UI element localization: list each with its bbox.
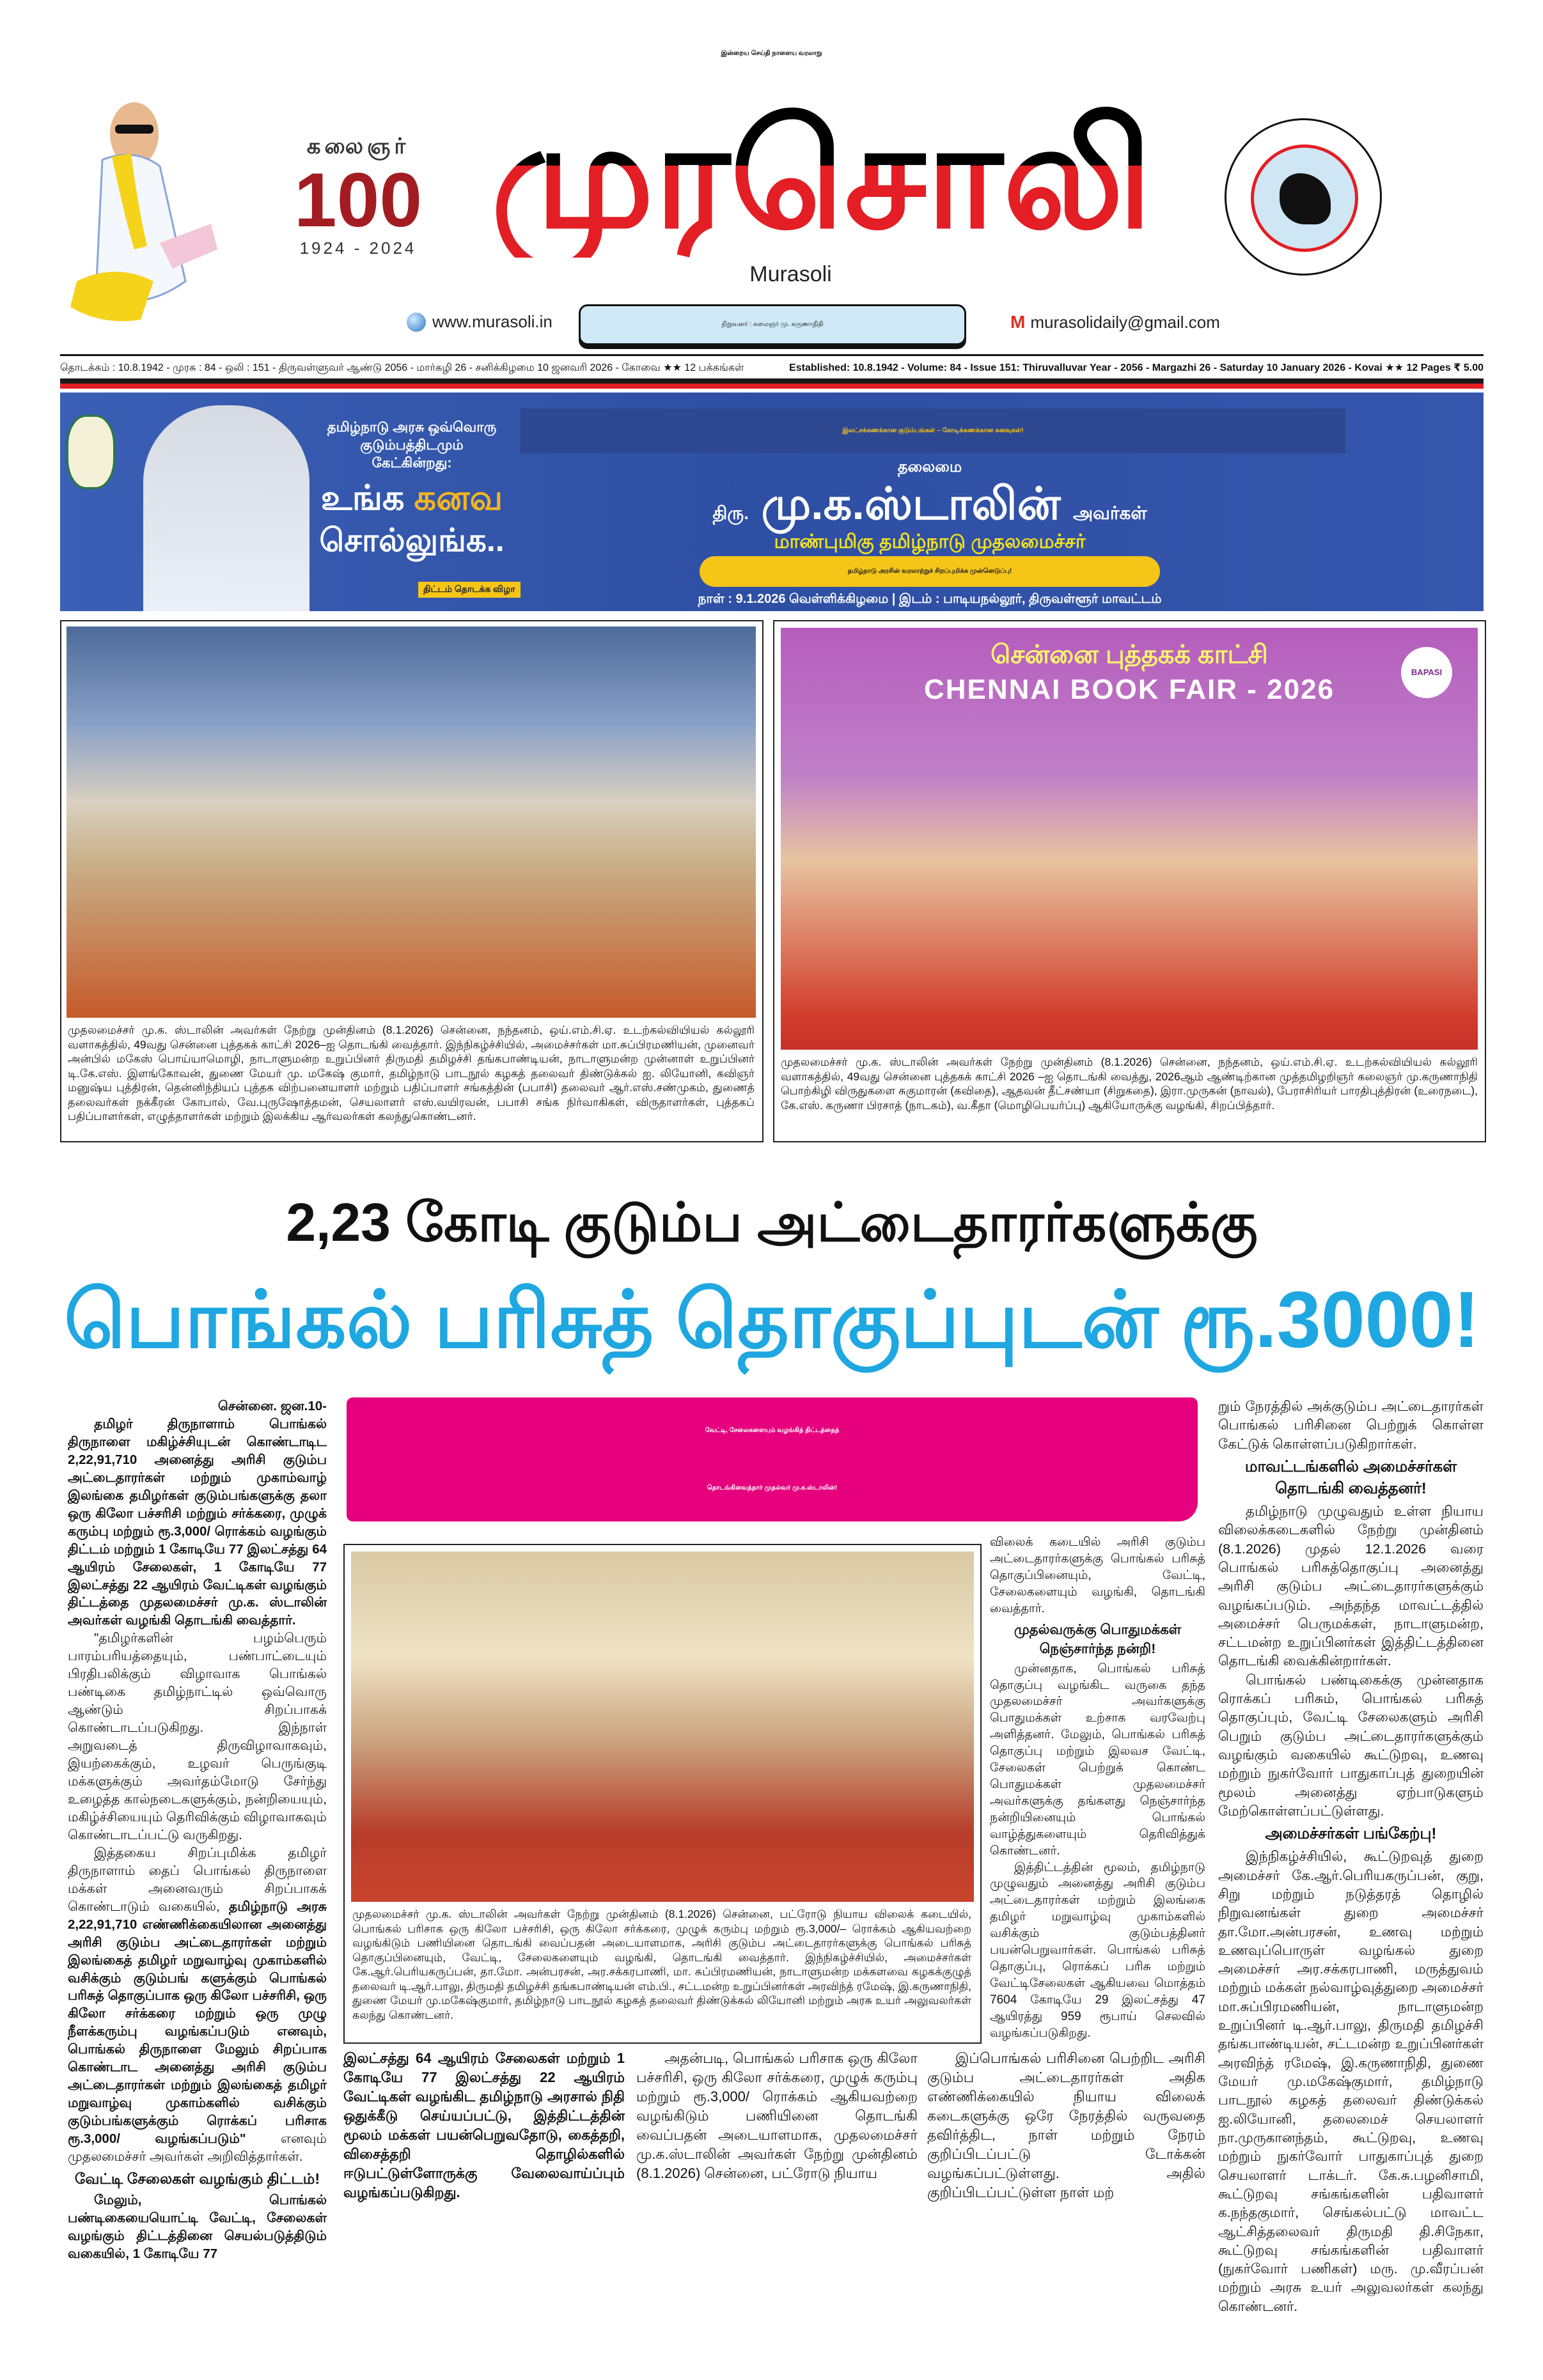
dateline <box>60 358 1484 377</box>
article-column-1 <box>68 1397 327 2263</box>
article-paragraph: றும் நேரத்தில் அக்குடும்ப அட்டைதாரர்கள் பொங்கல் பரிசினை பெற்றுக் கொள்ள கேட்டுக் கொள்ளப்படுகிறார்கள். <box>1218 1399 1484 1452</box>
bull-emblem <box>1225 118 1382 276</box>
ad-slogan-line-1 <box>319 477 505 519</box>
ad-slogan <box>319 477 505 561</box>
article-paragraph: தமிழ்நாடு முழுவதும் உள்ள நியாய விலைக்கடைகளில் நேற்று முன்தினம் (8.1.2026) முதல் 12.1.2026 வரை பொங்கல் பரிசுத்தொகுப்பு அனைத்து அரிசி குடும்ப அட்டைதாரர்களுக்கும் வழங்கப்படும். அந்தந்த மாவட்டத்தில் அமைச்சர் பெருமக்கள், நாடாளுமன்ற, சட்டமன்ற உறுப்பினர்கள் இத்திட்டத்தினை தொடங்கி வைக்கின்றார்கள். <box>1218 1503 1484 1669</box>
gmail-icon: M <box>1010 312 1026 332</box>
article-paragraph: இத்திட்டத்தின் மூலம், தமிழ்நாடு முழுவதும் அனைத்து அரிசி குடும்ப அட்டைதாரர்கள் மற்றும் இலங்கை தமிழர் மறுவாழ்வு முகாம்களில் வசிக்கும் குடும்பத்தினர் பயன்பெறுவார்கள். பொங்கல் பரிசுத் தொகுப்பு, ரொக்கப் பரிசு மற்றும் வேட்டிசேலைகள் ஆகியவை மொத்தம் 7604 கோடியே 29 இலட்சத்து 47 ஆயிரத்து 959 ரூபாய் செலவில் வழங்கப்படுகிறது. <box>990 1860 1205 2040</box>
article-subheading: வேட்டி சேலைகள் வழங்கும் திட்டம்! <box>74 2170 320 2187</box>
article-paragraph: முன்னதாக, பொங்கல் பரிசுத் தொகுப்பு வழங்கிட வருகை தந்த முதலமைச்சர் அவர்களுக்கு பொதுமக்கள் உற்சாக வரவேற்பு அளித்தனர். மேலும், பொங்கல் பரிசுத் தொகுப்பு மற்றும் இலவச வேட்டி, சேலைகள் பெற்றுக் கொண்ட பொதுமக்கள் முதலமைச்சர் அவர்களுக்கு தங்களது நெஞ்சார்ந்த நன்றியினையும் பொங்கல் வாழ்த்துகளையும் தெரிவித்துக் கொண்டனர். <box>990 1661 1205 1858</box>
ad-slogan-1: உங்க <box>320 479 405 517</box>
sub-headline-box <box>347 1397 1198 1521</box>
pongal-gift-distribution-photo <box>351 1552 974 1902</box>
ad-title: மாண்புமிகு தமிழ்நாடு முதலமைச்சர் <box>774 531 1086 552</box>
article-paragraph: அதன்படி, பொங்கல் பரிசாக ஒரு கிலோ பச்சரிசி, ஒரு கிலோ சர்க்கரை, முழுக் கரும்பு மற்றும் ரூ.3,000/ ரொக்கம் ஆகியவற்றை வழங்கிடும் பணியினை தொடங்கி வைப்பதன் அடையாளமாக, முதலமைச்சர் மு.க.ஸ்டாலின் அவர்கள் நேற்று முன்தினம் (8.1.2026) சென்னை, பட்ரோடு நியாய <box>636 2050 918 2181</box>
email-link[interactable] <box>1010 312 1220 332</box>
book-fair-inauguration-photo-box <box>60 620 764 1142</box>
pongal-gift-photo-box <box>343 1544 982 2044</box>
article-subheading: முதல்வருக்கு பொதுமக்கள் நெஞ்சார்ந்த நன்றி! <box>1014 1621 1182 1656</box>
masthead-title: முரசொலி <box>490 93 1153 258</box>
text-run-bold: தமிழ்நாடு அரசு 2,22,91,710 எண்ணிக்கையிலான அனைத்து அரிசி குடும்ப அட்டைதாரர்கள் மற்றும் இலங்கைத் தமிழர் மறுவாழ்வு முகாம்களில் வசிக்கும் குடும்பங் களுக்கும் பொங்கல் பரிசுத் தொகுப்பாக ஒரு கிலோ பச்சரிசி, ஒரு கிலோ சர்க்கரை மற்றும் ஒரு முழு நீளக்கரும்பு வழங்கப்படும் எனவும், பொங்கல் திருநாளை மேலும் சிறப்பாக கொண்டாட அனைத்து அரிசி குடும்ப அட்டைதாரர்கள் மற்றும் இலங்கைத் தமிழர் மறுவாழ்வு முகாம்களில் வசிக்கும் குடும்பங்களுக்கும் ரொக்கப் பரிசாக ரூ.3,000/ வழங்கப்படும்" <box>68 1899 327 2147</box>
email-text: murasolidaily@gmail.com <box>1030 312 1220 332</box>
article-column-3 <box>636 2049 918 2183</box>
article-column-4-continued <box>927 2049 1205 2202</box>
article-paragraph: இந்நிகழ்ச்சியில், கூட்டுறவுத் துறை அமைச்சர் கே.ஆர்.பெரியகருப்பன், குறு, சிறு மற்றும் நடுத்தரத் தொழில் நிறுவனங்கள் துறை அமைச்சர் தா.மோ.அன்பரசன், உணவு மற்றும் உணவுப்பொருள் வழங்கல் துறை அமைச்சர் அர.சக்கரபாணி, மருத்துவம் மற்றும் மக்கள் நல்வாழ்வுத்துறை அமைச்சர் மா.சுப்பிரமணியன், நாடாளுமன்ற உறுப்பினர் டி.ஆர்.பாலு, திருமதி தமிழச்சி தங்கபாண்டியன், சட்டமன்ற உறுப்பினர்கள் அரவிந்த் ரமேஷ், இ.கருணாநிதி, துணை மேயர் மு.மகேஷ்குமார், தமிழ்நாடு பாடநூல் கழகத் தலைவர் திண்டுக்கல் ஐ.லியோனி, தலைமைச் செயலாளர் நா.முருகானந்தம், கூட்டுறவு, உணவு மற்றும் நுகர்வோர் பாதுகாப்புத் துறை செயலாளர் டாக்டர். கே.சு.பழனிசாமி, கூட்டுறவு சங்கங்களின் பதிவாளர் க.நந்தகுமார், செங்கல்பட்டு மாவட்ட ஆட்சித்தலைவர் திருமதி தி.சிநேகா, கூட்டுறவு சங்கங்களின் பதிவாளர் (நுகர்வோர் பணிகள்) மரு. மு.வீரப்பன் மற்றும் அரசு உயர் அலுவலர்கள் கலந்து கொண்டனர். <box>1218 1849 1484 2314</box>
centenary-years: 1924 - 2024 <box>299 238 417 258</box>
article-dateline: சென்னை. ஜன.10- <box>217 1399 327 1413</box>
book-fair-awards-photo-box <box>773 620 1486 1142</box>
sub-headline-line-2: தொடங்கிவைத்தார் முதல்வர் மு.க.ஸ்டாலின்! <box>707 1484 838 1491</box>
photo-caption: முதலமைச்சர் மு.க. ஸ்டாலின் அவர்கள் நேற்று முன்தினம் (8.1.2026) சென்னை, நந்தனம், ஒய்.எம்.சி.ஏ. உடற்கல்வியியல் கல்லூரி வளாகத்தில், 49வது சென்னை புத்தகக் காட்சி 2026 –ஐ தொடங்கி வைத்து, 2026ஆம் ஆண்டிற்கான முத்தமிழறிஞர் கலைஞர் மு.கருணாநிதி பொற்கிழி விருதுகளை சுகுமாரன் (கவிதை), ஆதவன் தீட்சண்யா (சிறுகதை), இரா.முருகன் (நாவல்), பேராசிரியர் பாரதிபுத்திரன் (உரைநடை), கே.எஸ். கருணா பிரசாத் (நாடகம்), வ.கீதா (மொழிபெயர்ப்பு) ஆகியோருக்கு வழங்கி, சிறப்பித்தார். <box>781 1055 1478 1112</box>
photo-caption: முதலமைச்சர் மு.க. ஸ்டாலின் அவர்கள் நேற்று முன்தினம் (8.1.2026) சென்னை, நந்தனம், ஒய்.எம்.சி.ஏ. உடற்கல்வியியல் கல்லூரி வளாகத்தில், 49வது சென்னை புத்தகக் காட்சி 2026–ஐ தொடங்கி வைத்தார். இந்நிகழ்ச்சியில், அமைச்சர்கள் மா.சுப்பிரமணியன், முனைவர் அன்பில் மகேஸ் பொய்யாமொழி, நாடாளுமன்ற உறுப்பினர் திருமதி தமிழச்சி தங்கபாண்டியன், நாடாளுமன்ற முன்னாள் உறுப்பினர் டி.கே.எஸ். இளங்கோவன், துணை மேயர் மு. மகேஷ் குமார், தமிழ்நாடு பாடநூல் கழகத் தலைவர் திண்டுக்கல் ஐ. லியோனி, கவிஞர் மனுஷ்ய புத்திரன், தென்னிந்தியப் புத்தக விற்பனையாளர் மற்றும் பதிப்பாளர் சங்கத்தின் (பபாசி) தலைவர் ஆர்.எஸ்.சண்முகம், துணைத் தலைவர்கள் நக்கீரன் கோபால், வே.புருஷோத்தமன், செயலாளர் எஸ்.வயிரவன், பபாசி சங்க நிர்வாகிகள், விருதாளர்கள், புத்தகப் பதிப்பாளர்கள், எழுத்தாளர்கள் மற்றும் இலக்கிய ஆர்வலர்கள் கலந்துகொண்டனர். <box>68 1023 755 1123</box>
ad-slogan-line-2 <box>319 519 505 561</box>
article-column-5 <box>1218 1397 1484 2316</box>
book-fair-banner-english: CHENNAI BOOK FAIR - 2026 <box>923 674 1335 705</box>
founder-box: நிறுவனர் : கலைஞர் மு. கருணாநிதி <box>579 304 966 345</box>
kalaignar-100-logo <box>281 134 435 258</box>
dateline-english: Established: 10.8.1942 - Volume: 84 - Issue 151: Thiruvalluvar Year - 2056 - Margazhi 26 - Saturday 10 January 2026 - Kovai ★★ 12 Pages ₹ 5.00 <box>789 362 1484 373</box>
book-fair-ribbon-cutting-photo <box>67 626 756 1018</box>
article-paragraph: தமிழர் திருநாளாம் பொங்கல் திருநாளை மகிழ்ச்சியுடன் கொண்டாடிட 2,22,91,710 அனைத்து அரிசி குடும்ப அட்டைதாரர்கள் மற்றும் முகாம்வாழ் இலங்கை தமிழர்கள் குடும்பங்களுக்கு தலா ஒரு கிலோ பச்சரிசி மற்றும் சர்க்கரை, முழுக் கரும்பு மற்றும் ரூ.3,000/ ரொக்கம் வழங்கும் திட்டம் மற்றும் 1 கோடியே 77 இலட்சத்து 64 ஆயிரம் சேலைகள், 1 கோடியே 77 இலட்சத்து 22 ஆயிரம் வேட்டிகள் வழங்கும் திட்டத்தை முதலமைச்சர் மு.க. ஸ்டாலின் அவர்கள் வழங்கி தொடங்கி வைத்தார். <box>68 1416 327 1628</box>
book-fair-awards-photo <box>781 628 1478 1050</box>
ad-event-tag: திட்டம் தொடக்க விழா <box>418 582 521 598</box>
article-paragraph: மேலும், பொங்கல் பண்டிகையையொட்டி வேட்டி, சேலைகள் வழங்கும் திட்டத்தினை செயல்படுத்திடும் வகையில், 1 கோடியே 77 <box>68 2193 327 2262</box>
article-paragraph: விலைக் கடையில் அரிசி குடும்ப அட்டைதாரர்களுக்கு பொங்கல் பரிசுத் தொகுப்பினையும், வேட்டி, சேலைகளையும் வழங்கி, தொடங்கி வைத்தார். <box>990 1536 1205 1615</box>
ad-slogan-2: கனவ <box>414 479 503 517</box>
red-stripe <box>60 384 1484 389</box>
dateline-tamil: தொடக்கம் : 10.8.1942 - முரசு : 84 - ஒலி : 151 - திருவள்ளுவர் ஆண்டு 2056 - மார்கழி 26 - சனிக்கிழமை 10 ஜனவரி 2026 - கோவை ★★ 12 பக்கங்கள் <box>60 362 744 373</box>
article-paragraph: இலட்சத்து 64 ஆயிரம் சேலைகள் மற்றும் 1 கோடியே 77 இலட்சத்து 22 ஆயிரம் வேட்டிகள் வழங்கிட தமிழ்நாடு அரசால் நிதி ஒதுக்கீடு செய்யப்பட்டு, இத்திட்டத்தின் மூலம் மக்கள் பயன்பெறுவதோடு, கைத்தறி, விசைத்தறி தொழில்களில் ஈடுபட்டுள்ளோருக்கு வேலைவாய்ப்பும் வழங்கப்படுகிறது. <box>343 2050 625 2200</box>
kalaignar-illustration <box>64 89 230 332</box>
ad-headline: இலட்சக்கணக்கான குடும்பங்கள் – கோடிக்கணக்கான கனவுகள்! <box>521 408 1345 453</box>
centenary-number: 100 <box>294 157 423 243</box>
ad-date-venue: நாள் : 9.1.2026 வெள்ளிக்கிழமை | இடம் : பாடியநல்லூர், திருவள்ளூர் மாவட்டம் <box>698 592 1162 606</box>
article-column-2 <box>343 2049 625 2202</box>
bull-icon <box>1280 173 1331 224</box>
divider <box>60 354 1484 356</box>
website-text: www.murasoli.in <box>432 312 552 331</box>
ad-people-photo <box>143 405 309 611</box>
bapasi-logo: BAPASI <box>1401 647 1452 698</box>
ad-honorific: திரு. <box>712 503 749 523</box>
photo-caption: முதலமைச்சர் மு.க. ஸ்டாலின் அவர்கள் நேற்று முன்தினம் (8.1.2026) சென்னை, பட்ரோடு நியாய விலைக் கடையில், பொங்கல் பரிசாக ஒரு கிலோ பச்சரிசி, ஒரு கிலோ சர்க்கரை, முழுக் கரும்பு மற்றும் ரூ.3,000/– ரொக்கம் ஆகியவற்றை வழங்கிடும் பணியினை தொடங்கி வைப்பதன் அடையாளமாக, அரிசி குடும்ப அட்டைதாரர்களுக்கு பொங்கல் பரிசுத் தொகுப்பினையும், வேட்டி, சேலைகளையும் வழங்கி, தொடங்கி வைத்தார். இந்நிகழ்ச்சியில், அமைச்சர்கள் கே.ஆர்.பெரியகருப்பன், தா.மோ. அன்பரசன், அர.சக்கரபாணி, மா. சுப்பிரமணியன், நாடாளுமன்ற மக்களவை கழகக்குழுத் தலைவர் டி.ஆர்.பாலு, திருமதி தமிழச்சி தங்கபாண்டியன் எம்.பி., சட்டமன்ற உறுப்பினர்கள் அரவிந்த் ரமேஷ், இ.கருணாநிதி, துணை மேயர் மு.மகேஷ்குமார், தமிழ்நாடு பாடநூல் கழகத் தலைவர் திண்டுக்கல் லியோனி மற்றும் அரசு உயர் அலுவலர்கள் கலந்து கொண்டனர். <box>352 1908 971 2021</box>
ad-pill: தமிழ்நாடு அரசின் வரலாற்றுச் சிறப்புமிக்க முன்னெடுப்பு! <box>700 556 1160 587</box>
tn-government-emblem <box>67 415 115 489</box>
ad-name <box>521 477 1339 531</box>
article-column-4 <box>990 1534 1205 2041</box>
headline-kicker: 2,23 கோடி குடும்ப அட்டைதாரர்களுக்கு <box>286 1192 1258 1252</box>
centenary-label: கலைஞர் <box>306 134 410 159</box>
ad-lead: தலைமை <box>897 458 962 476</box>
ad-name-main: மு.க.ஸ்டாலின் <box>761 479 1061 529</box>
book-fair-banner-tamil: சென்னை புத்தகக் காட்சி <box>991 641 1268 669</box>
sub-headline-line-1: வேட்டி, சேலைகளையும் வழங்கித் திட்டத்தைத் <box>705 1427 840 1434</box>
website-link[interactable] <box>407 312 552 332</box>
article-paragraph: "தமிழர்களின் பழம்பெரும் பாரம்பரியத்தையும், பண்பாட்டையும் பிரதிபலிக்கும் விழாவாக பொங்கல் பண்டிகை தமிழ்நாட்டில் ஒவ்வொரு ஆண்டும் சிறப்பாகக் கொண்டாடப்படுகிறது. இந்நாள் அறுவடைத் திருவிழாவாகவும், இயற்கைக்கும், உழவர் பெருங்குடி மக்களுக்கும் அவர்தம்மோடு சேர்ந்து உழைத்த கால்நடைகளுக்கும், நன்றியையும், மகிழ்ச்சியையும் தெரிவிக்கும் விழாவாகவும் கொண்டாடப்பட்டு வருகிறது. <box>68 1631 327 1842</box>
masthead-latin-title: Murasoli <box>749 262 832 286</box>
article-subheading: அமைச்சர்கள் பங்கேற்பு! <box>1265 1825 1437 1843</box>
ad-question: தமிழ்நாடு அரசு ஒவ்வொரு குடும்பத்திடமும் கேட்கின்றது: <box>327 419 497 471</box>
text-run: இத்தகைய சிறப்புமிக்க தமிழர் திருநாளாம் தைப் பொங்கல் திருநாளை மக்கள் அனைவரும் சிறப்பாகக் கொண்டாடும் வகையில், <box>68 1845 327 1914</box>
ad-suffix: அவர்கள் <box>1072 503 1147 523</box>
article-paragraph: இப்பொங்கல் பரிசினை பெற்றிட அரிசி குடும்ப அட்டைதாரர்கள் அதிக எண்ணிக்கையில் நியாய விலைக் கடைகளுக்கு ஒரே நேரத்தில் வருவதை தவிர்த்திட, நாள் மற்றும் நேரம் குறிப்பிடப்பட்டு டோக்கன் வழங்கப்பட்டுள்ளது. அதில் குறிப்பிடப்பட்டுள்ள நாள் மற் <box>927 2050 1205 2200</box>
masthead-logo <box>451 89 1193 262</box>
headline-main: பொங்கல் பரிசுத் தொகுப்புடன் ரூ.3000! <box>64 1276 1480 1364</box>
article-paragraph: பொங்கல் பண்டிகைக்கு முன்னதாக ரொக்கப் பரிசும், பொங்கல் பரிசுத் தொகுப்பும், வேட்டி சேலைகளும் அரிசி பெறும் குடும்ப அட்டைதாரர்களுக்கும் வழங்கும் வகையில் கூட்டுறவு, உணவு மற்றும் நுகர்வோர் பாதுகாப்புத் துறையின் மூலம் அனைத்து ஏற்பாடுகளும் மேற்கொள்ளப்பட்டுள்ளது. <box>1218 1672 1484 1819</box>
article-paragraph <box>68 1844 327 2166</box>
article-subheading: மாவட்டங்களில் அமைச்சர்கள் தொடங்கி வைத்தனர்! <box>1244 1458 1457 1497</box>
black-stripe <box>60 378 1484 384</box>
globe-icon <box>407 313 426 332</box>
masthead-tagline: இன்றைய செய்தி நாளைய வரலாறு <box>721 50 822 57</box>
government-ad-banner <box>60 393 1484 611</box>
text-run: எனவும் முதலமைச்சர் அவர்கள் அறிவித்தார்கள். <box>68 2131 327 2165</box>
ad-slogan-3: சொல்லுங்க.. <box>319 522 505 558</box>
